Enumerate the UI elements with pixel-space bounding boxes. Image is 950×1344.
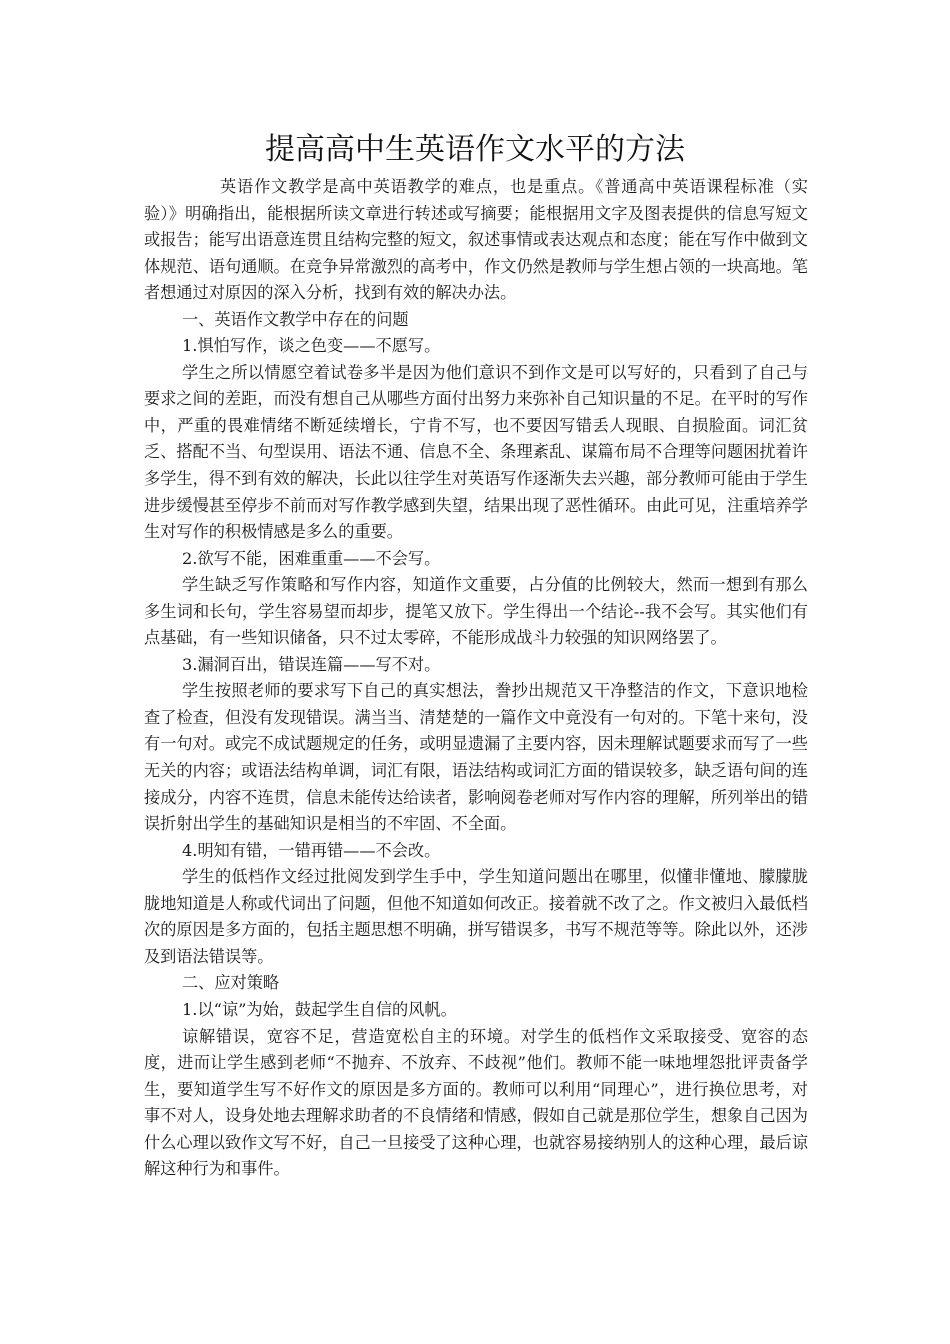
body-paragraph: 谅解错误，宽容不足，营造宽松自主的环境。对学生的低档作文采取接受、宽容的态度，进而让学生感到老师“不抛弃、不放弃、不歧视”他们。教师不能一味地埋怨批评责备学生，要知道学生写不好作文的原因是多方面的。教师可以利用“同理心”，进行换位思考，对事不对人，设身处地去理解求助者的不良情绪和情感，假如自己就是那位学生，想象自己因为什么心理以致作文写不好，自己一旦接受了这种心理，也就容易接纳别人的这种心理，最后谅解这种行为和事件。 xyxy=(144,1026,808,1179)
subheading-1: 1.惧怕写作，谈之色变——不愿写。 xyxy=(182,336,441,356)
subheading-2: 2.欲写不能，困难重重——不会写。 xyxy=(182,548,441,568)
document-title: 提高高中生英语作文水平的方法 xyxy=(265,132,685,167)
document-body xyxy=(144,174,808,1183)
subheading-3: 3.漏洞百出，错误连篇——写不对。 xyxy=(182,654,441,674)
subheading-4: 4.明知有错，一错再错——不会改。 xyxy=(182,840,441,860)
subheading-strategy-1: 1.以“谅”为始，鼓起学生自信的风帆。 xyxy=(182,999,457,1019)
section-heading-problems: 一、英语作文教学中存在的问题 xyxy=(182,309,409,329)
intro-paragraph: 英语作文教学是高中英语教学的难点，也是重点。《普通高中英语课程标准（实验）》明确指出，能根据所读文章进行转述或写摘要；能根据用文字及图表提供的信息写短文或报告；能写出语意连贯且结构完整的短文，叙述事情或表达观点和态度；能在写作中做到文体规范、语句通顺。在竞争异常激烈的高考中，作文仍然是教师与学生想占领的一块高地。笔者想通过对原因的深入分析，找到有效的解决办法。 xyxy=(144,177,808,303)
section-heading-strategies: 二、应对策略 xyxy=(182,973,280,993)
body-paragraph: 学生缺乏写作策略和写作内容，知道作文重要，占分值的比例较大，然而一想到有那么多生词和长句，学生容易望而却步，提笔又放下。学生得出一个结论--我不会写。其实他们有点基础，有一些知识储备，只不过太零碎，不能形成战斗力较强的知识网络罢了。 xyxy=(144,575,808,648)
body-paragraph: 学生按照老师的要求写下自己的真实想法，誊抄出规范又干净整洁的作文，下意识地检查了检查，但没有发现错误。满当当、清楚楚的一篇作文中竟没有一句对的。下笔十来句，没有一句对。或完不成试题规定的任务，或明显遗漏了主要内容，因未理解试题要求而写了一些无关的内容；或语法结构单调，词汇有限，语法结构或词汇方面的错误较多，缺乏语句间的连接成分，内容不连贯，信息未能传达给读者，影响阅卷老师对写作内容的理解，所列举出的错误折射出学生的基础知识是相当的不牢固、不全面。 xyxy=(144,681,808,834)
body-paragraph: 学生之所以情愿空着试卷多半是因为他们意识不到作文是可以写好的，只看到了自己与要求之间的差距，而没有想自己从哪些方面付出努力来弥补自己知识量的不足。在平时的写作中，严重的畏难情绪不断延续增长，宁肯不写，也不要因写错丢人现眼、自损脸面。词汇贫乏、搭配不当、句型误用、语法不通、信息不全、条理紊乱、谋篇布局不合理等问题困扰着许多学生，得不到有效的解决，长此以往学生对英语写作逐渐失去兴趣，部分教师可能由于学生进步缓慢甚至停步不前而对写作教学感到失望，结果出现了恶性循环。由此可见，注重培养学生对写作的积极情感是多么的重要。 xyxy=(144,362,808,542)
body-paragraph: 学生的低档作文经过批阅发到学生手中，学生知道问题出在哪里，似懂非懂地、朦朦胧胧地知道是人称或代词出了问题，但他不知道如何改正。接着就不改了之。作文被归入最低档次的原因是多方面的，包括主题思想不明确，拼写错误多，书写不规范等等。除此以外，还涉及到语法错误等。 xyxy=(144,867,808,966)
